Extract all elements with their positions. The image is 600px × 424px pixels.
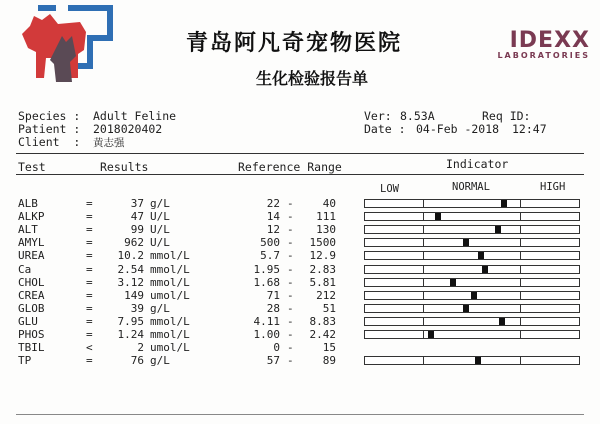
row-operator: = [86, 236, 93, 249]
indicator-high-divider [520, 305, 521, 312]
row-ref-high: 111 [316, 210, 336, 223]
row-operator: = [86, 315, 93, 328]
species-label: Species : [18, 109, 81, 123]
indicator-normal-label: NORMAL [452, 181, 490, 193]
row-test-name: PHOS [18, 328, 45, 341]
row-ref-dash: - [287, 328, 294, 341]
row-ref-dash: - [287, 289, 294, 302]
row-unit: mmol/L [150, 315, 190, 328]
date-value: 04-Feb -2018 [416, 122, 500, 136]
indicator-low-divider [423, 226, 424, 233]
row-value: 2 [137, 341, 144, 354]
row-ref-high: 2.42 [309, 328, 336, 341]
row-value: 37 [130, 197, 144, 210]
idexx-logo [484, 28, 590, 68]
row-unit: mmol/L [150, 276, 190, 289]
row-test-name: ALB [18, 197, 38, 210]
row-test-name: GLOB [18, 302, 45, 315]
indicator-low-label: LOW [380, 183, 399, 195]
row-ref-high: 51 [322, 302, 336, 315]
indicator-bar [364, 356, 580, 365]
row-unit: mmol/L [150, 328, 190, 341]
indicator-low-divider [423, 318, 424, 325]
row-ref-high: 2.83 [309, 263, 336, 276]
row-ref-high: 40 [322, 197, 336, 210]
date-label: Date : [364, 122, 406, 136]
indicator-high-divider [520, 331, 521, 338]
indicator-marker [482, 266, 488, 273]
col-results: Results [100, 160, 149, 174]
row-test-name: GLU [18, 315, 38, 328]
clinic-name: 青岛阿凡奇宠物医院 [186, 31, 403, 56]
row-ref-dash: - [287, 210, 294, 223]
row-ref-low: 28 [266, 302, 280, 315]
indicator-marker [495, 226, 501, 233]
row-operator: = [86, 328, 93, 341]
row-ref-low: 71 [266, 289, 280, 302]
row-ref-dash: - [287, 249, 294, 262]
indicator-low-divider [423, 279, 424, 286]
indicator-high-divider [520, 279, 521, 286]
row-unit: mmol/L [150, 263, 190, 276]
row-operator: = [86, 263, 93, 276]
indicator-bar [364, 330, 580, 339]
req-id-label: Req ID: [482, 109, 531, 123]
row-ref-low: 4.11 [253, 315, 280, 328]
ver-value: 8.53A [400, 109, 435, 123]
patient-value: 2018020402 [93, 122, 163, 136]
indicator-bar [364, 278, 580, 287]
indicator-marker [499, 318, 505, 325]
row-ref-low: 14 [266, 210, 280, 223]
row-unit: g/L [150, 197, 170, 210]
indicator-high-divider [520, 318, 521, 325]
row-unit: U/L [150, 210, 170, 223]
header-bottom-rule [16, 174, 584, 175]
row-ref-dash: - [287, 236, 294, 249]
row-ref-low: 1.00 [253, 328, 280, 341]
indicator-marker [435, 213, 441, 220]
row-operator: = [86, 249, 93, 262]
row-operator: = [86, 210, 93, 223]
row-ref-dash: - [287, 341, 294, 354]
row-ref-high: 1500 [309, 236, 336, 249]
row-ref-dash: - [287, 263, 294, 276]
row-ref-high: 8.83 [309, 315, 336, 328]
row-test-name: Ca [18, 263, 32, 276]
indicator-high-divider [520, 252, 521, 259]
indicator-bar [364, 291, 580, 300]
row-value: 1.24 [117, 328, 144, 341]
row-test-name: TP [18, 354, 32, 367]
row-operator: = [86, 302, 93, 315]
row-value: 47 [130, 210, 144, 223]
indicator-bar [364, 212, 580, 221]
indicator-high-divider [520, 226, 521, 233]
indicator-high-divider [520, 200, 521, 207]
row-ref-low: 0 [273, 341, 280, 354]
row-ref-high: 15 [322, 341, 336, 354]
row-value: 76 [130, 354, 144, 367]
indicator-bar [364, 199, 580, 208]
indicator-bar [364, 225, 580, 234]
indicator-high-divider [520, 292, 521, 299]
col-reference: Reference Range [238, 160, 342, 174]
row-test-name: CREA [18, 289, 45, 302]
indicator-low-divider [423, 266, 424, 273]
col-indicator: Indicator [446, 157, 509, 171]
row-ref-low: 500 [260, 236, 280, 249]
row-operator: = [86, 276, 93, 289]
row-ref-dash: - [287, 315, 294, 328]
footer-rule [16, 414, 584, 415]
indicator-low-divider [423, 357, 424, 364]
row-test-name: UREA [18, 249, 45, 262]
row-value: 7.95 [117, 315, 144, 328]
indicator-low-divider [423, 292, 424, 299]
row-unit: umol/L [150, 341, 190, 354]
row-ref-high: 5.81 [309, 276, 336, 289]
row-value: 10.2 [117, 249, 144, 262]
row-ref-low: 22 [266, 197, 280, 210]
row-operator: = [86, 354, 93, 367]
species-value: Adult Feline [93, 109, 177, 123]
indicator-marker [475, 357, 481, 364]
indicator-marker [463, 239, 469, 246]
indicator-high-divider [520, 239, 521, 246]
row-unit: U/L [150, 236, 170, 249]
indicator-bar [364, 304, 580, 313]
header-top-rule [16, 153, 584, 154]
indicator-low-divider [423, 252, 424, 259]
row-ref-low: 57 [266, 354, 280, 367]
row-ref-low: 1.95 [253, 263, 280, 276]
indicator-low-divider [423, 331, 424, 338]
row-ref-dash: - [287, 354, 294, 367]
row-test-name: ALKP [18, 210, 45, 223]
row-value: 39 [130, 302, 144, 315]
indicator-low-divider [423, 213, 424, 220]
row-test-name: TBIL [18, 341, 45, 354]
report-title: 生化检验报告单 [256, 69, 369, 88]
indicator-high-divider [520, 357, 521, 364]
row-test-name: CHOL [18, 276, 45, 289]
row-unit: g/L [150, 302, 170, 315]
indicator-marker [478, 252, 484, 259]
idexx-logo-sub: LABORATORIES [497, 51, 590, 60]
row-unit: g/L [150, 354, 170, 367]
row-operator: = [86, 223, 93, 236]
indicator-low-divider [423, 305, 424, 312]
row-unit: U/L [150, 223, 170, 236]
indicator-high-divider [520, 266, 521, 273]
client-label: Client : [18, 135, 81, 149]
indicator-marker [463, 305, 469, 312]
row-ref-low: 12 [266, 223, 280, 236]
row-operator: = [86, 289, 93, 302]
indicator-marker [501, 200, 507, 207]
indicator-bar [364, 238, 580, 247]
indicator-low-divider [423, 239, 424, 246]
row-value: 149 [124, 289, 144, 302]
client-value: 黄志强 [93, 137, 125, 149]
patient-label: Patient : [18, 122, 81, 136]
row-ref-dash: - [287, 223, 294, 236]
row-ref-high: 212 [316, 289, 336, 302]
idexx-logo-word: IDEXX [509, 28, 590, 53]
row-unit: mmol/L [150, 249, 190, 262]
row-ref-dash: - [287, 302, 294, 315]
indicator-bar [364, 317, 580, 326]
col-test: Test [18, 160, 46, 174]
indicator-low-divider [423, 200, 424, 207]
row-ref-high: 12.9 [309, 249, 336, 262]
indicator-high-label: HIGH [540, 181, 566, 193]
row-test-name: AMYL [18, 236, 45, 249]
row-value: 3.12 [117, 276, 144, 289]
indicator-marker [471, 292, 477, 299]
indicator-marker [428, 331, 434, 338]
row-value: 99 [130, 223, 144, 236]
indicator-bar [364, 265, 580, 274]
row-ref-dash: - [287, 276, 294, 289]
row-ref-low: 1.68 [253, 276, 280, 289]
row-ref-dash: - [287, 197, 294, 210]
indicator-bar [364, 251, 580, 260]
row-ref-high: 89 [322, 354, 336, 367]
row-operator: = [86, 197, 93, 210]
row-ref-low: 5.7 [260, 249, 280, 262]
clinic-logo [20, 4, 120, 86]
row-test-name: ALT [18, 223, 38, 236]
indicator-high-divider [520, 213, 521, 220]
ver-label: Ver: [364, 109, 392, 123]
row-operator: < [86, 341, 93, 354]
indicator-marker [450, 279, 456, 286]
row-ref-high: 130 [316, 223, 336, 236]
row-value: 2.54 [117, 263, 144, 276]
row-unit: umol/L [150, 289, 190, 302]
row-value: 962 [124, 236, 144, 249]
time-value: 12:47 [512, 122, 547, 136]
